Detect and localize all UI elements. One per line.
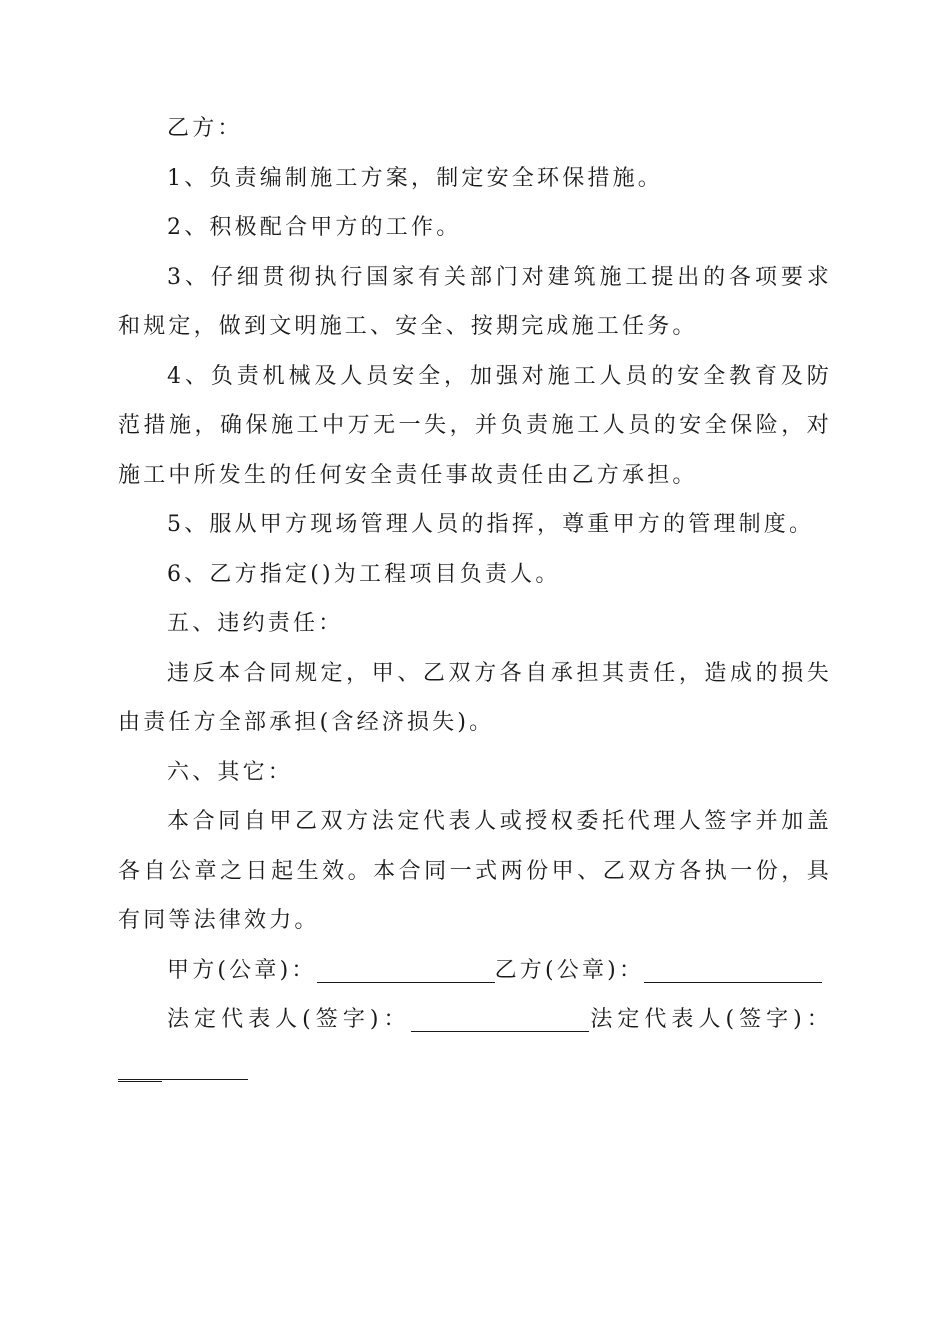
party-b-heading: 乙方：	[167, 116, 243, 141]
seal-signature-line	[118, 946, 832, 996]
party-b-item-2: 2、积极配合甲方的工作。	[167, 215, 462, 240]
party-a-rep-blank	[411, 1001, 589, 1032]
party-b-item-6: 6、乙方指定()为工程项目负责人。	[167, 561, 561, 587]
party-a-seal-label: 甲方(公章)：	[167, 957, 317, 983]
party-a-seal-blank	[317, 952, 495, 983]
contract-page	[118, 104, 832, 1094]
party-b-rep-label: 法定代表人(签字)：	[588, 1007, 832, 1032]
party-a-rep-label: 法定代表人(签字)：	[167, 1007, 411, 1032]
section-6-heading: 六、其它：	[167, 759, 294, 785]
party-b-seal-label: 乙方(公章)：	[494, 957, 645, 983]
section-6-text: 本合同自甲乙双方法定代表人或授权委托代理人签字并加盖各自公章之日起生效。本合同一式两份甲、乙双方各执一份，具有同等法律效力。	[118, 809, 832, 933]
party-b-item-3: 3、仔细贯彻执行国家有关部门对建筑施工提出的各项要求和规定，做到文明施工、安全、按期完成施工任务。	[118, 264, 832, 339]
section-5-text: 违反本合同规定，甲、乙双方各自承担其责任，造成的损失由责任方全部承担(含经济损失)。	[118, 660, 832, 735]
party-b-rep-blank	[118, 1051, 162, 1082]
section-5-heading: 五、违约责任：	[167, 611, 344, 636]
party-b-seal-blank	[644, 952, 822, 983]
party-b-item-4: 4、负责机械及人员安全，加强对施工人员的安全教育及防范措施，确保施工中万无一失，并负责施工人员的安全保险，对施工中所发生的任何安全责任事故责任由乙方承担。	[118, 363, 832, 488]
party-b-rep-blank-continued	[118, 1079, 248, 1080]
party-b-item-5: 5、服从甲方现场管理人员的指挥，尊重甲方的管理制度。	[167, 512, 815, 537]
party-b-item-1: 1、负责编制施工方案，制定安全环保措施。	[167, 165, 663, 191]
